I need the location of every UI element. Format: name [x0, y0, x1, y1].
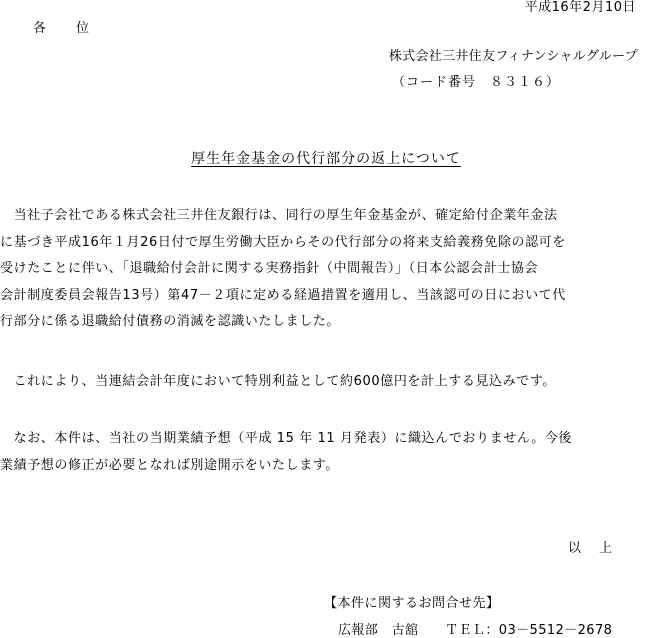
closing-mark: 以上	[568, 541, 631, 556]
contact-heading: 【本件に関するお問合せ先】	[324, 596, 500, 611]
document-date: 平成16年2月10日	[524, 0, 636, 15]
paragraph-1-line: 会計制度委員会報告13号）第47－２項に定める経過措置を適用し、当該認可の日において代	[0, 287, 566, 303]
paragraph-3-line: 業績予想の修正が必要となれば別途開示をいたします。	[0, 457, 339, 473]
paragraph-1-line: に基づき平成16年１月26日付で厚生労働大臣からその代行部分の将来支給義務免除の認可を	[0, 234, 566, 250]
document-title: 厚生年金基金の代行部分の返上について	[191, 151, 461, 167]
paragraph-1-line: 当社子会社である株式会社三井住友銀行は、同行の厚生年金基金が、確定給付企業年金法	[0, 208, 558, 223]
addressee: 各位	[33, 21, 120, 36]
paragraph-3-line: なお、本件は、当社の当期業績予想（平成 15 年 11 月発表）に織込んでおりません。今後	[0, 431, 572, 446]
document-title-wrapper	[0, 152, 652, 166]
paragraph-1	[0, 203, 652, 336]
paragraph-2-line: これにより、当連結会計年度において特別利益として約600億円を計上する見込みです。	[0, 374, 556, 389]
paragraph-2	[0, 369, 652, 396]
company-name: 株式会社三井住友フィナンシャルグループ	[388, 49, 638, 64]
paragraph-1-line: 受けたことに伴い、「退職給付会計に関する実務指針（中間報告）」（日本公認会計士協会	[0, 261, 539, 276]
contact-info: 広報部 古舘 ＴＥＬ：03－5512－2678	[338, 623, 613, 638]
paragraph-3	[0, 426, 652, 479]
paragraph-1-line: 行部分に係る退職給付債務の消滅を認識いたしました。	[0, 314, 341, 329]
stock-code: （コード番号 ８３１６）	[392, 75, 561, 90]
